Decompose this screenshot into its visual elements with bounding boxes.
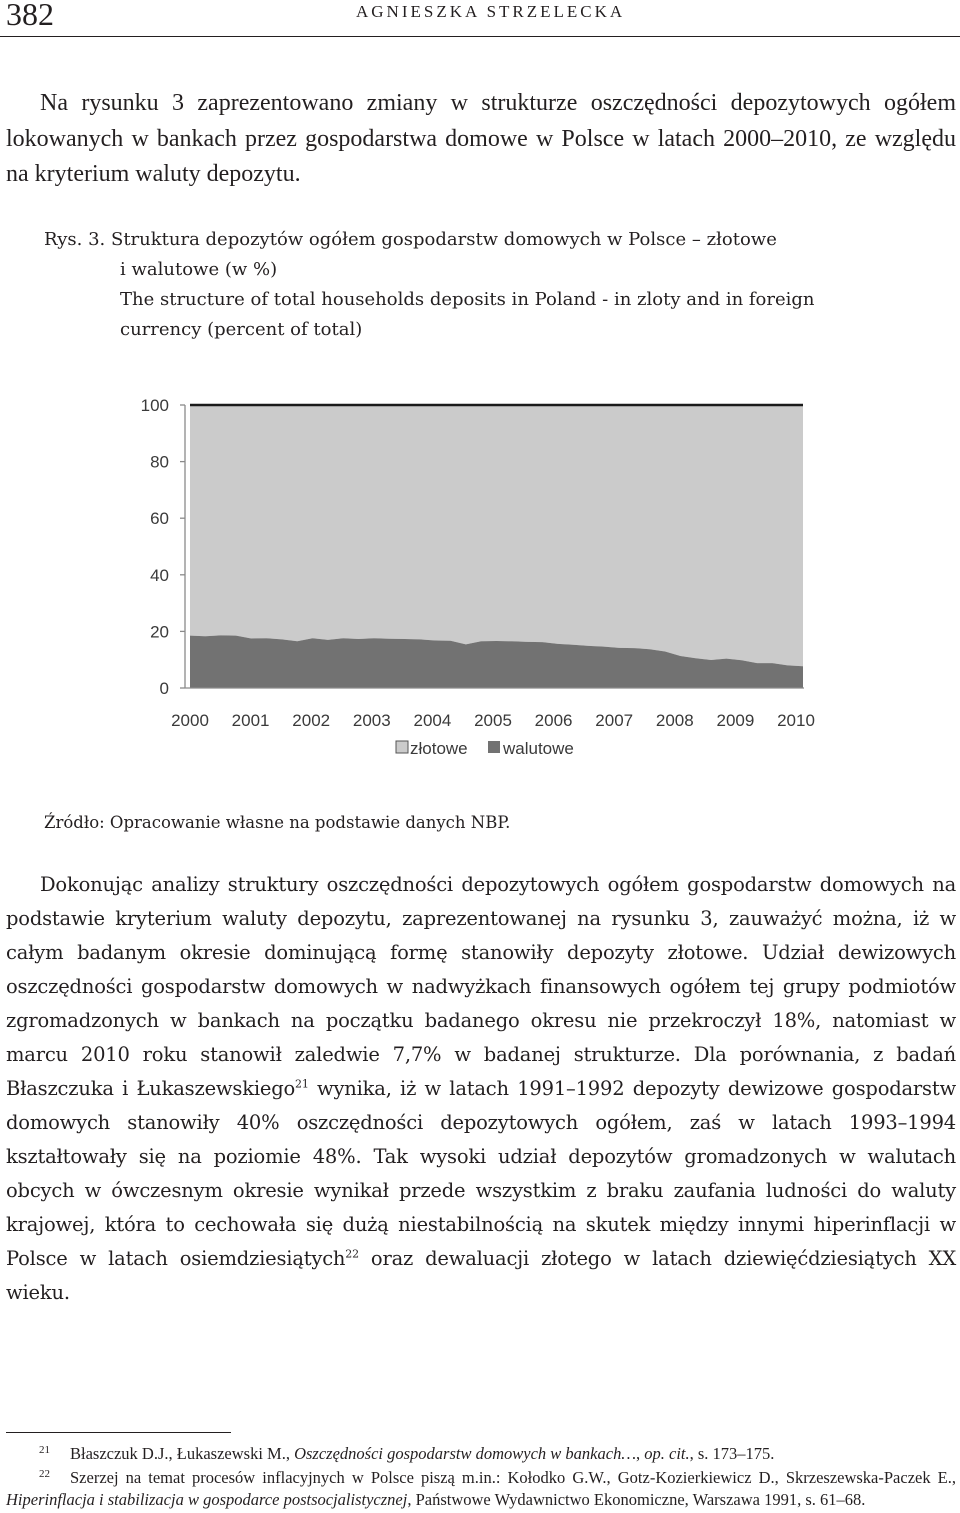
footnote-21 <box>6 1443 956 1465</box>
x-tick-label: 2005 <box>474 711 512 730</box>
running-head: AGNIESZKA STRZELECKA <box>356 2 626 21</box>
x-tick-label: 2010 <box>777 711 815 730</box>
legend-label-walutowe: walutowe <box>503 739 574 758</box>
page-header <box>0 0 960 34</box>
x-tick-label: 2002 <box>292 711 331 730</box>
figure-caption <box>44 225 924 345</box>
caption-line-4: currency (percent of total) <box>120 319 363 340</box>
x-tick-label: 2009 <box>716 711 755 730</box>
footnote-ref-22: 22 <box>345 1247 359 1261</box>
footnote-rule <box>6 1432 231 1433</box>
body-paragraph <box>6 868 956 1310</box>
x-tick-label: 2008 <box>655 711 694 730</box>
deposit-structure-chart <box>110 390 830 780</box>
footnote-22 <box>6 1467 956 1511</box>
x-tick-label: 2006 <box>534 711 573 730</box>
x-tick-label: 2003 <box>352 711 391 730</box>
caption-line-2: i walutowe (w %) <box>120 259 278 280</box>
caption-line-3: The structure of total households deposits in Poland - in zloty and in foreign <box>120 289 815 310</box>
y-tick-label: 100 <box>140 396 169 415</box>
header-rule <box>0 36 960 37</box>
source-note: Źródło: Opracowanie własne na podstawie danych NBP. <box>44 813 511 832</box>
y-tick-label: 20 <box>150 622 169 642</box>
y-tick-label: 40 <box>150 565 169 585</box>
x-tick-label: 2004 <box>413 711 452 730</box>
x-tick-label: 2001 <box>231 711 270 730</box>
footnotes <box>6 1443 956 1513</box>
footnote-ref-21: 21 <box>295 1077 309 1091</box>
intro-paragraph: Na rysunku 3 zaprezentowano zmiany w strukturze oszczędności depozytowych ogółem lokowanych w bankach przez gospodarstwa domowe w Polsce w latach 2000–2010, ze względu na kryterium waluty depozytu. <box>6 90 956 187</box>
footnote-text: , s. 173–175. <box>689 1444 775 1463</box>
body-text-part-1: Dokonując analizy struktury oszczędności depozytowych ogółem gospodarstw domowych na podstawie kryterium waluty depozytu, zaprezentowanej na rysunku 3, zauważyć można, iż w całym badanym okresie dominującą formę stanowiły depozyty złotowe. Udział dewizowych oszczędności gospodarstw domowych w nadwyżkach finansowych ogółem tej grupy podmiotów zgromadzonych w bankach na początku badanego okresu nie przekroczył 18%, natomiast w marcu 2010 roku stanowił zaledwie 7,7% w badanej strukturze. Dla porównania, z badań Błaszczuka i Łukaszewskiego <box>6 873 956 1100</box>
y-tick-label: 60 <box>150 509 169 529</box>
footnote-title: Oszczędności gospodarstw domowych w bankach… <box>294 1444 636 1463</box>
footnote-title: Hiperinflacja i stabilizacja w gospodarce postsocjalistycznej <box>6 1490 408 1509</box>
x-tick-label: 2000 <box>171 711 209 730</box>
legend-swatch-zlotowe <box>396 741 408 753</box>
footnote-number: 21 <box>39 1443 50 1456</box>
footnote-text: Błaszczuk D.J., Łukaszewski M., <box>70 1444 295 1463</box>
body-text-part-2: wynika, iż w latach 1991–1992 depozyty dewizowe gospodarstw domowych stanowiły 40% oszczędności depozytowych ogółem, zaś w latach 1993–1994 kształtowały się na poziomie 48%. Tak wysoki udział depozytów gromadzonych w walutach obcych w ówczesnym okresie wynikał przede wszystkim z braku zaufania ludności do waluty krajowej, która to cechowała się dużą niestabilnością na skutek między innymi hiperinflacji w Polsce w latach osiemdziesiątych <box>6 1077 956 1270</box>
legend-label-zlotowe: złotowe <box>410 739 468 758</box>
footnote-text: Szerzej na temat procesów inflacyjnych w Polsce piszą m.in.: Kołodko G.W., Gotz-Kozierkiewicz D., Skrzeszewska-Paczek E., <box>70 1468 956 1487</box>
footnote-number: 22 <box>39 1467 50 1480</box>
x-tick-label: 2007 <box>595 711 634 730</box>
y-tick-label: 0 <box>159 679 169 698</box>
y-tick-label: 80 <box>150 452 169 472</box>
body-text-part-3: oraz dewaluacji złotego w latach dziewięćdziesiątych XX wieku. <box>6 1247 956 1304</box>
caption-line-1: Rys. 3. Struktura depozytów ogółem gospodarstw domowych w Polsce – złotowe <box>44 229 777 250</box>
footnote-text: , Państwowe Wydawnictwo Ekonomiczne, Warszawa 1991, s. 61–68. <box>407 1490 866 1509</box>
legend-swatch-walutowe <box>488 741 500 753</box>
page-number: 382 <box>6 0 54 32</box>
series-area-zlotowe <box>190 405 803 666</box>
footnote-text: , <box>636 1444 645 1463</box>
footnote-opcit: op. cit. <box>644 1444 690 1463</box>
